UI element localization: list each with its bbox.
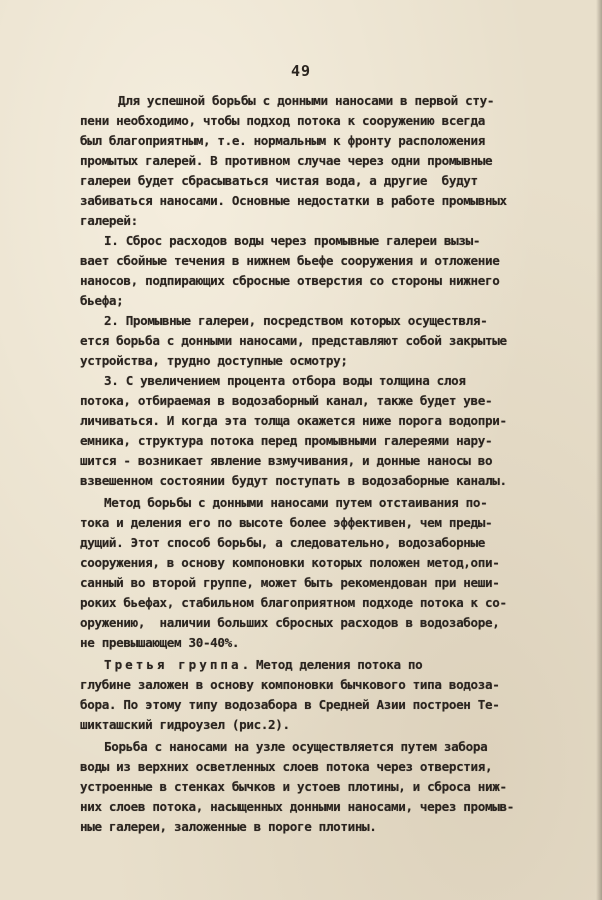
list-item-line: емника, структура потока перед промывными галереями нару- xyxy=(80,433,493,448)
text-line: бора. По этому типу водозабора в Средней Азии построен Те- xyxy=(80,697,500,712)
text-line: роких бьефах, стабильном благоприятном подходе потока к со- xyxy=(80,595,507,610)
list-item-line: личиваться. И когда эта толща окажется ниже порога водопри- xyxy=(80,413,507,428)
text-line: дущий. Этот способ борьбы, а следовательно, водозаборные xyxy=(80,535,485,550)
text-line: сооружения, в основу компоновки которых положен метод,опи- xyxy=(80,555,500,570)
text-line: них слоев потока, насыщенных донными наносами, через промыв- xyxy=(80,799,514,814)
section-heading: Третья группа xyxy=(104,657,242,672)
list-item-line: шится - возникает явление взмучивания, и донные наносы во xyxy=(80,453,493,468)
text-line: промытых галерей. В противном случае через одни промывные xyxy=(80,153,493,168)
text-line: оружению, наличии больших сбросных расходов в водозаборе, xyxy=(80,615,500,630)
list-item-line: 2. Промывные галереи, посредством которых осуществля- xyxy=(104,313,488,328)
text-line: Для успешной борьбы с донными наносами в первой сту- xyxy=(118,93,495,108)
list-item-line: бьефа; xyxy=(80,293,124,308)
text-line: санный во второй группе, может быть рекомендован при неши- xyxy=(80,575,500,590)
text-line: не превышающем 30-40%. xyxy=(80,635,240,650)
text-line: тока и деления его по высоте более эффективен, чем преды- xyxy=(80,515,493,530)
page-edge-shadow xyxy=(596,0,602,900)
list-item-line: наносов, подпирающих сбросные отверстия со стороны нижнего xyxy=(80,273,500,288)
list-item-line: потока, отбираемая в водозаборный канал, также будет уве- xyxy=(80,393,493,408)
text-line: был благоприятным, т.е. нормальным к фронту расположения xyxy=(80,133,485,148)
text-line: воды из верхних осветленных слоев потока через отверстия, xyxy=(80,759,493,774)
list-item-line: взвешенном состоянии будут поступать в водозаборные каналы. xyxy=(80,473,507,488)
list-item-line: вает сбойные течения в нижнем бьефе сооружения и отложение xyxy=(80,253,500,268)
list-item-line: I. Сброс расходов воды через промывные галереи вызы- xyxy=(104,233,481,248)
text-line: шикташский гидроузел (рис.2). xyxy=(80,717,290,732)
text-line: галерей: xyxy=(80,213,138,228)
section-heading-rest: . Метод деления потока по xyxy=(241,657,423,672)
text-line: устроенные в стенках бычков и устоев плотины, и сброса ниж- xyxy=(80,779,507,794)
list-item-line: устройства, трудно доступные осмотру; xyxy=(80,353,348,368)
text-line: забиваться наносами. Основные недостатки в работе промывных xyxy=(80,193,507,208)
section-heading-line xyxy=(104,657,422,672)
text-line: глубине заложен в основу компоновки бычкового типа водоза- xyxy=(80,677,500,692)
page-number: 49 xyxy=(290,62,312,80)
text-line: ные галереи, заложенные в пороге плотины. xyxy=(80,819,377,834)
list-item-line: 3. С увеличением процента отбора воды толщина слоя xyxy=(104,373,466,388)
list-item-line: ется борьба с донными наносами, представляют собой закрытые xyxy=(80,333,507,348)
text-line: пени необходимо, чтобы подход потока к сооружению всегда xyxy=(80,113,485,128)
text-line: галереи будет сбрасываться чистая вода, а другие будут xyxy=(80,173,478,188)
text-line: Борьба с наносами на узле осуществляется путем забора xyxy=(104,739,488,754)
text-line: Метод борьбы с донными наносами путем отстаивания по- xyxy=(104,495,488,510)
